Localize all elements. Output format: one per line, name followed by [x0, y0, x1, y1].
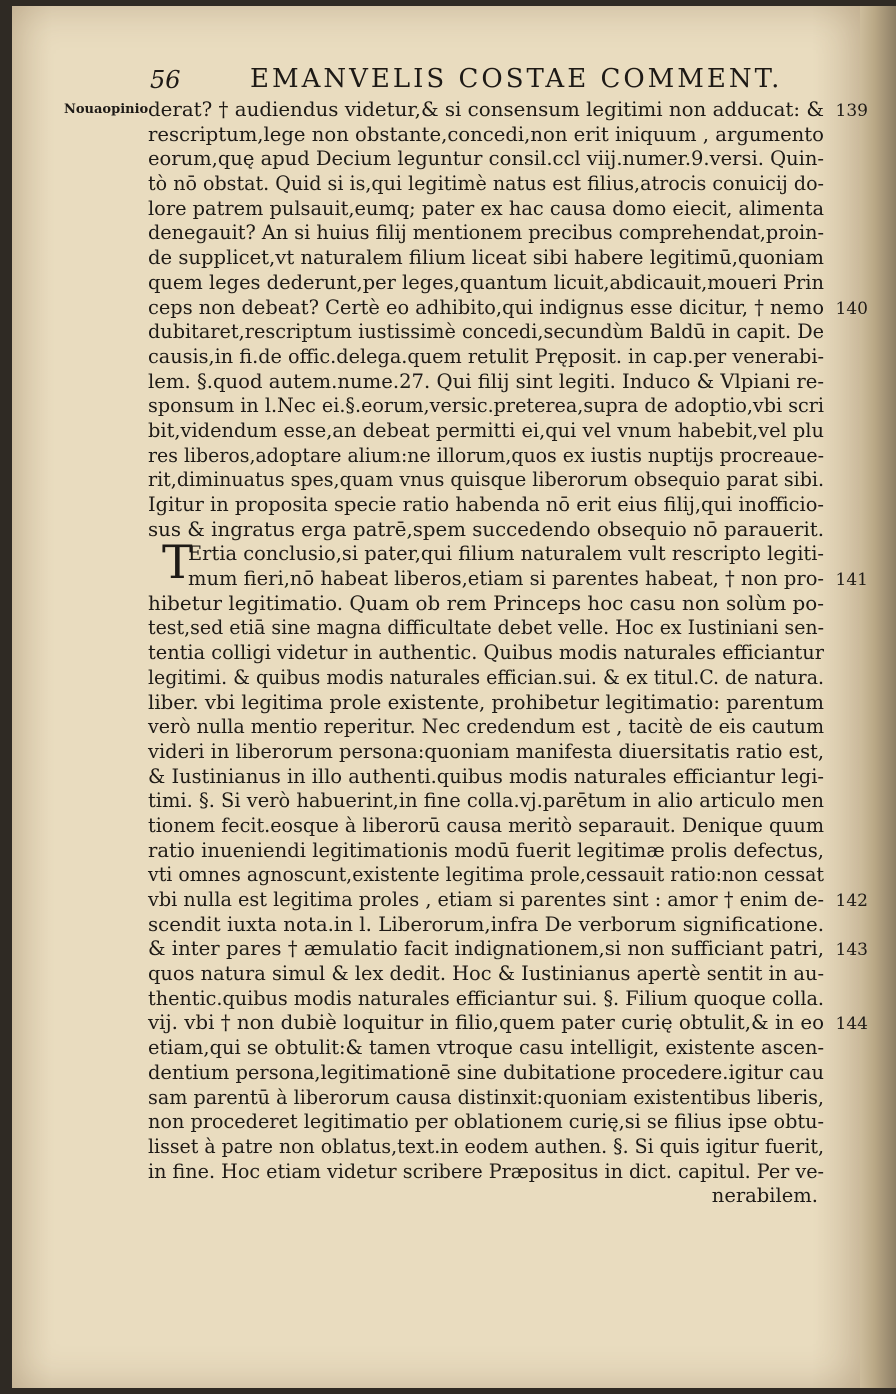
line-text: nerabilem.: [711, 1184, 818, 1208]
text-line: [148, 666, 838, 691]
line-text: sam parentū à liberorum causa distinxit:quoniam existentibus liberis,: [148, 1085, 824, 1109]
text-line: [148, 419, 838, 444]
line-text: legitimi. & quibus modis naturales effician.sui. & ex titul.C. de natura.: [148, 665, 824, 689]
text-line: [148, 1011, 868, 1036]
text-line: [148, 913, 838, 938]
text-line: [148, 98, 868, 123]
margin-number: 142: [835, 891, 868, 911]
line-text: res liberos,adoptare alium:ne illorum,quos ex iustis nuptijs procreaue-: [148, 443, 824, 467]
text-line: [148, 1160, 838, 1185]
line-text: sus & ingratus erga patrē,spem succedendo obsequio nō parauerit.: [148, 517, 824, 541]
text-line: [148, 295, 868, 321]
text-line: [148, 1110, 838, 1135]
page-edge: [860, 6, 896, 1388]
text-line: [148, 221, 838, 246]
text-line: [148, 765, 838, 790]
line-text: hibetur legitimatio. Quam ob rem Princeps hoc casu non solùm po-: [148, 591, 824, 615]
line-text: etiam,qui se obtulit:& tamen vtroque casu intelligit, existente ascen-: [148, 1036, 824, 1060]
line-text: sponsum in l.Nec ei.§.eorum,versic.preterea,supra de adoptio,vbi scri: [148, 394, 824, 418]
text-line: [148, 616, 838, 641]
line-text: denegauit? An si huius filij mentionem precibus comprehendat,proin-: [148, 221, 824, 245]
text-line: [148, 370, 838, 395]
text-line: [148, 172, 838, 197]
text-line: [148, 641, 838, 666]
line-text: quos natura simul & lex dedit. Hoc & Iustinianus apertè sentit in au-: [148, 962, 824, 986]
margin-number: 143: [835, 940, 868, 961]
text-line: [148, 271, 838, 296]
text-line: [148, 839, 838, 864]
text-line: [148, 345, 838, 370]
margin-number: 139: [835, 101, 868, 121]
line-text: eorum,quę apud Decium leguntur consil.ccl viij.numer.9.versi. Quin-: [148, 147, 824, 171]
text-line: [148, 444, 838, 469]
text-line: [148, 493, 838, 518]
line-text: non procederet legitimatio per oblationem curię,si se filius ipse obtu-: [148, 1110, 824, 1134]
line-text: & inter pares † æmulatio facit indignationem,si non sufficiant patri,: [148, 937, 824, 961]
text-line: [148, 1135, 838, 1160]
text-line: [148, 888, 868, 913]
margin-number: 141: [835, 570, 868, 591]
text-line: [148, 518, 838, 543]
text-line: [148, 197, 838, 222]
text-line: [148, 1184, 838, 1209]
line-text: Igitur in proposita specie ratio habenda nō erit eius filij,qui inofficio-: [148, 493, 824, 516]
line-text: scendit iuxta nota.in l. Liberorum,infra De verborum significatione.: [148, 912, 824, 936]
text-line: [148, 147, 838, 172]
line-text: & Iustinianus in illo authenti.quibus modis naturales efficiantur legi-: [148, 764, 824, 788]
margin-number: 140: [835, 298, 868, 319]
line-text: de supplicet,vt naturalem filium liceat sibi habere legitimū,quoniam: [148, 246, 824, 270]
body-text: [148, 98, 868, 1209]
margin-note: Nouaopinio: [64, 102, 149, 117]
line-text: Ertia conclusio,si pater,qui filium naturalem vult rescripto legiti-: [188, 542, 824, 566]
line-text: lore patrem pulsauit,eumq; pater ex hac causa domo eiecit, alimenta: [148, 196, 824, 220]
line-text: vbi nulla est legitima proles , etiam si parentes sint : amor † enim de-: [148, 888, 824, 911]
text-line: [148, 592, 838, 617]
line-text: ratio inueniendi legitimationis modū fuerit legitimæ prolis defectus,: [148, 838, 824, 862]
text-line: [148, 863, 838, 888]
line-text: videri in liberorum persona:quoniam manifesta diuersitatis ratio est,: [148, 739, 824, 763]
text-line: [148, 789, 838, 814]
line-text: tò nō obstat. Quid si is,qui legitimè natus est filius,atrocis conuicij do-: [148, 172, 824, 196]
line-text: lisset à patre non oblatus,text.in eodem authen. §. Si quis igitur fuerit,: [148, 1134, 824, 1158]
line-text: timi. §. Si verò habuerint,in fine colla.vj.parētum in alio articulo men: [148, 789, 824, 813]
text-line: [148, 1061, 838, 1086]
line-text: tentia colligi videtur in authentic. Quibus modis naturales efficiantur: [148, 641, 824, 665]
line-text: in fine. Hoc etiam videtur scribere Præpositus in dict. capitul. Per ve-: [148, 1159, 824, 1183]
page-header: [150, 62, 840, 98]
running-title: EMANVELIS COSTAE COMMENT.: [250, 64, 783, 94]
line-text: test,sed etiā sine magna difficultate debet velle. Hoc ex Iustiniani sen-: [148, 616, 824, 640]
line-text: tionem fecit.eosque à liberorū causa meritò separauit. Denique quum: [148, 813, 824, 837]
text-line: [148, 715, 838, 740]
text-line: [148, 246, 838, 271]
text-line: [148, 320, 838, 345]
line-text: liber. vbi legitima prole existente, prohibetur legitimatio: parentum: [148, 690, 824, 714]
line-text: thentic.quibus modis naturales efficiantur sui. §. Filium quoque colla.: [148, 986, 824, 1010]
margin-number: 144: [835, 1014, 868, 1035]
line-text: mum fieri,nō habeat liberos,etiam si parentes habeat, † non pro-: [188, 567, 824, 591]
text-line: [148, 394, 838, 419]
text-line: [148, 740, 838, 765]
line-text: lem. §.quod autem.nume.27. Qui filij sint legiti. Induco & Vlpiani re-: [148, 369, 824, 393]
text-line: [148, 567, 868, 592]
line-text: causis,in fi.de offic.delega.quem retulit Pręposit. in cap.per venerabi-: [148, 344, 824, 368]
text-line: [148, 691, 838, 716]
line-text: verò nulla mentio reperitur. Nec credendum est , tacitè de eis cautum: [148, 715, 824, 739]
text-line: [148, 1036, 838, 1061]
text-line: [148, 987, 838, 1012]
line-text: dentium persona,legitimationē sine dubitatione procedere.igitur cau: [148, 1060, 824, 1084]
text-line: [148, 814, 838, 839]
line-text: vij. vbi † non dubiè loquitur in filio,quem pater curię obtulit,& in eo: [148, 1011, 824, 1035]
text-line: [148, 937, 868, 962]
line-text: bit,videndum esse,an debeat permitti ei,qui vel vnum habebit,vel plu: [148, 418, 824, 442]
page-number: 56: [150, 66, 181, 94]
line-text: derat? † audiendus videtur,& si consensum legitimi non adducat: &: [148, 98, 824, 121]
line-text: ceps non debeat? Certè eo adhibito,qui indignus esse dicitur, † nemo: [148, 295, 824, 319]
line-text: quem leges dederunt,per leges,quantum licuit,abdicauit,moueri Prin: [148, 270, 824, 294]
text-line: [148, 468, 838, 493]
text-line: [148, 1086, 838, 1111]
line-text: vti omnes agnoscunt,existente legitima prole,cessauit ratio:non cessat: [148, 863, 824, 887]
text-line: [148, 962, 838, 987]
line-text: rit,diminuatus spes,quam vnus quisque liberorum obsequio parat sibi.: [148, 468, 824, 492]
initial-capital: T: [162, 535, 193, 590]
text-line: [148, 123, 838, 148]
line-text: rescriptum,lege non obstante,concedi,non erit iniquum , argumento: [148, 122, 824, 146]
line-text: dubitaret,rescriptum iustissimè concedi,secundùm Baldū in capit. De: [148, 320, 824, 344]
